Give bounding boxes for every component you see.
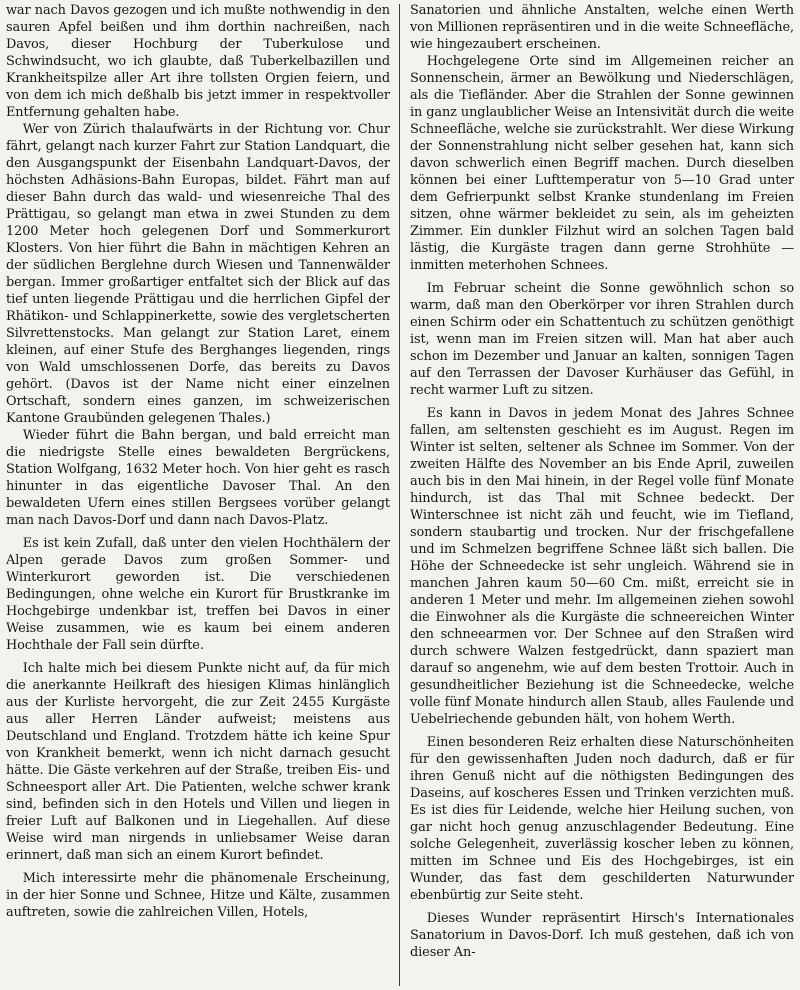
paragraph: Einen besonderen Reiz erhalten diese Naturschönheiten für den gewissenhaften Juden noch dadurch, daß er für ihren Genuß nicht auf die nöthigsten Bedingungen des Daseins, auf koscheres Essen und Trinken verzichten muß. Es ist dies für Leidende, welche hier Heilung suchen, von gar nicht hoch genug anzuschlagender Bedeutung. Eine solche Gelegenheit, zuverlässig koscher leben zu können, mitten im Schnee und Eis des Hochgebirges, ist ein Wunder, das fast dem geschilderten Naturwunder ebenbürtig zur Seite steht. [410, 735, 794, 903]
paragraph: Es kann in Davos in jedem Monat des Jahres Schnee fallen, am seltensten geschieht es im August. Regen im Winter ist selten, seltener als Schnee im Sommer. Von der zweiten Hälfte des November an bis Ende April, zuweilen auch bis in den Mai hinein, in der Regel volle fünf Monate hindurch, ist das Thal mit Schnee bedeckt. Der Winterschnee ist nicht zäh und feucht, wie im Tiefland, sondern staubartig und trocken. Nur der frischgefallene und im Schmelzen begriffene Schnee läßt sich ballen. Die Höhe der Schneedecke ist sehr ungleich. Während sie in manchen Jahren kaum 50—60 Cm. mißt, erreicht sie in anderen 1 Meter und mehr. Im allgemeinen ziehen sowohl die Einwohner als die Kurgäste die schneereichen Winter den schneearmen vor. Der Schnee auf den Straßen wird durch schwere Walzen festgedrückt, dann spaziert man darauf so angenehm, wie auf dem besten Trottoir. Auch in gesundheitlicher Beziehung ist die Schneedecke, welche volle fünf Monate hindurch allen Staub, alles Faulende und Uebelriechende gebunden hält, von hohem Werth. [410, 406, 794, 727]
paragraph: Mich interessirte mehr die phänomenale Erscheinung, in der hier Sonne und Schnee, Hitze und Kälte, zusammen auftreten, sowie die zahlreichen Villen, Hotels, [6, 871, 390, 920]
text-column-right [410, 2, 794, 988]
paragraph: Wer von Zürich thalaufwärts in der Richtung vor. Chur fährt, gelangt nach kurzer Fahrt zur Station Landquart, die den Ausgangspunkt der Eisenbahn Landquart-Davos, der höchsten Adhäsions-Bahn Europas, bildet. Fährt man auf dieser Bahn durch das wald- und wiesenreiche Thal des Prättigau, so gelangt man etwa in zwei Stunden zu dem 1200 Meter hoch gelegenen Dorf und Sommerkurort Klosters. Von hier führt die Bahn in mächtigen Kehren an der südlichen Berglehne durch Wiesen und Tannenwälder bergan. Immer großartiger entfaltet sich der Blick auf das tief unten liegende Prättigau und die herrlichen Gipfel der Rhätikon- und Schlappinerkette, sowie des vergletscherten Silvrettenstocks. Man gelangt zur Station Laret, einem kleinen, auf einer Stufe des Berghanges liegenden, rings von Wald umschlossenen Dorfe, das bereits zu Davos gehört. (Davos ist der Name nicht einer einzelnen Ortschaft, sondern eines ganzen, im schweizerischen Kantone Graubünden gelegenen Thales.) [6, 122, 390, 426]
text-column-left [6, 2, 390, 988]
paragraph: Dieses Wunder repräsentirt Hirsch's Internationales Sanatorium in Davos-Dorf. Ich muß gestehen, daß ich von dieser An- [410, 911, 794, 960]
paragraph: Wieder führt die Bahn bergan, und bald erreicht man die niedrigste Stelle eines bewaldeten Bergrückens, Station Wolfgang, 1632 Meter hoch. Von hier geht es rasch hinunter in das eigentliche Davoser Thal. An den bewaldeten Ufern eines stillen Bergsees vorüber gelangt man nach Davos-Dorf und dann nach Davos-Platz. [6, 428, 390, 528]
paragraph: Ich halte mich bei diesem Punkte nicht auf, da für mich die anerkannte Heilkraft des hiesigen Klimas hinlänglich aus der Kurliste hervorgeht, die zur Zeit 2455 Kurgäste aus aller Herren Länder aufweist; meistens aus Deutschland und England. Trotzdem hätte ich keine Spur von Krankheit bemerkt, wenn ich nicht darnach gesucht hätte. Die Gäste verkehren auf der Straße, treiben Eis- und Schneesport aller Art. Die Patienten, welche schwer krank sind, befinden sich in den Hotels und Villen und liegen in freier Luft auf Balkonen und in Liegehallen. Auf diese Weise wird man nirgends in unliebsamer Weise daran erinnert, daß man sich an einem Kurort befindet. [6, 661, 390, 863]
paragraph: Es ist kein Zufall, daß unter den vielen Hochthälern der Alpen gerade Davos zum großen Sommer- und Winterkurort geworden ist. Die verschiedenen Bedingungen, ohne welche ein Kurort für Brustkranke im Hochgebirge undenkbar ist, treffen bei Davos in einer Weise zusammen, wie es kaum bei einem anderen Hochthale der Fall sein dürfte. [6, 536, 390, 653]
column-divider [399, 4, 400, 986]
paragraph: Hochgelegene Orte sind im Allgemeinen reicher an Sonnenschein, ärmer an Bewölkung und Niederschlägen, als die Tiefländer. Aber die Strahlen der Sonne gewinnen in ganz unglaublicher Weise an Intensivität durch die weite Schneefläche, welche sie zurückstrahlt. Wer diese Wirkung der Sonnenstrahlung nicht selber gesehen hat, kann sich davon schwerlich einen Begriff machen. Durch dieselben können bei einer Lufttemperatur von 5—10 Grad unter dem Gefrierpunkt selbst Kranke stundenlang im Freien sitzen, ohne wärmer bekleidet zu sein, als im geheizten Zimmer. Ein dunkler Filzhut wird an solchen Tagen bald lästig, die Kurgäste tragen dann gerne Strohhüte — inmitten meterhohen Schnees. [410, 54, 794, 273]
paragraph: war nach Davos gezogen und ich mußte nothwendig in den sauren Apfel beißen und ihm dorthin nachreißen, nach Davos, dieser Hochburg der Tuberkulose und Schwindsucht, wo ich glaubte, daß Tuberkelbazillen und Krankheitspilze aller Art ihre tollsten Orgien feiern, und von dem ich mich deßhalb bis jetzt immer in respektvoller Entfernung gehalten habe. [6, 3, 390, 120]
paragraph: Im Februar scheint die Sonne gewöhnlich schon so warm, daß man den Oberkörper vor ihren Strahlen durch einen Schirm oder ein Schattentuch zu schützen genöthigt ist, wenn man im Freien sitzen will. Man hat aber auch schon im Dezember und Januar an kalten, sonnigen Tagen auf den Terrassen der Davoser Kurhäuser das Gefühl, in recht warmer Luft zu sitzen. [410, 281, 794, 398]
paragraph: Sanatorien und ähnliche Anstalten, welche einen Werth von Millionen repräsentiren und in die weite Schneefläche, wie hingezaubert erscheinen. [410, 3, 794, 52]
